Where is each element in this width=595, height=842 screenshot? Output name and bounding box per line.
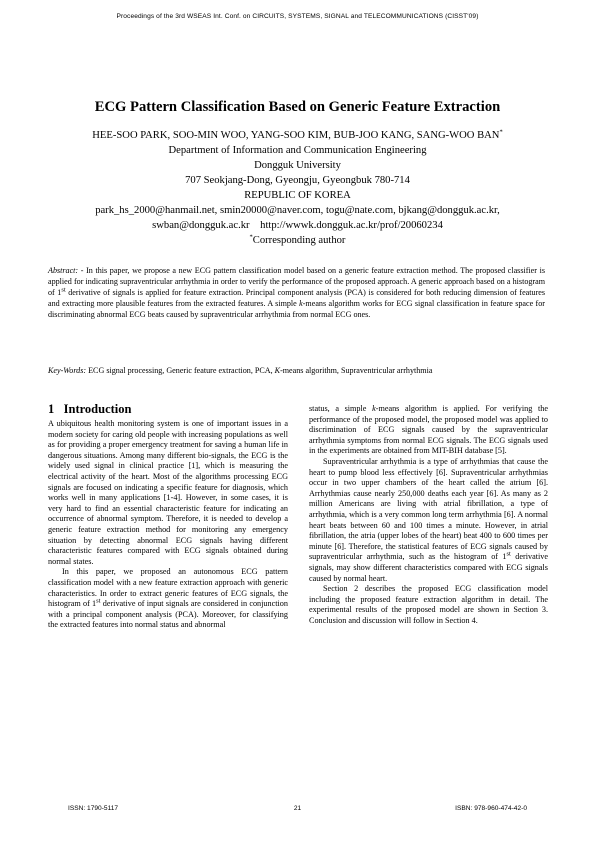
author-block: [0, 128, 595, 248]
intro-p2c-text-a: status, a simple: [309, 404, 373, 413]
corresponding-mark: *: [499, 128, 503, 136]
department: Department of Information and Communication Engineering: [168, 145, 427, 156]
author-names: [0, 128, 595, 143]
keywords: [48, 366, 545, 377]
keywords-text-2: -means algorithm, Supraventricular arrhythmia: [280, 366, 433, 375]
abstract-label: Abstract:: [48, 266, 79, 275]
corresponding-note-mark: *: [249, 233, 253, 241]
intro-paragraph-3: [309, 457, 548, 584]
intro-p2c-text-b: -means algorithm is applied. For verifying the performance of the proposed model, the proposed model was applied to discrimination of ECG signals caused by the supraventricular arrhythmia symptoms from normal ECG signals. The ECG signals used in the experiments are obtained from MIT-BIH database [5].: [309, 404, 548, 456]
paper-title: ECG Pattern Classification Based on Generic Feature Extraction: [94, 99, 501, 115]
abstract-sup: st: [61, 286, 66, 294]
intro-paragraph-4: Section 2 describes the proposed ECG classification model including the proposed feature extraction algorithm in detail. The experimental results of the proposed model are shown in Section 3. Conclusion and discussion will follow in Section 4.: [309, 584, 548, 625]
right-column: [309, 404, 548, 626]
footer-issn: ISSN: 1790-5117: [68, 805, 119, 812]
address: 707 Seokjang-Dong, Gyeongju, Gyeongbuk 780-714: [185, 175, 410, 186]
emails-line-1: park_hs_2000@hanmail.net, smin20000@naver.com, togu@nate.com, bjkang@dongguk.ac.kr,: [95, 205, 500, 216]
keywords-k: K: [274, 366, 281, 375]
corresponding-note-text: Corresponding author: [252, 235, 346, 246]
intro-p3-text-a: Supraventricular arrhythmia is a type of arrhythmias that cause the heart to pump blood less effectively [6]. Supraventricular arrhythmias occur in two upper chambers of the heart called the atrium [6]. Arrhythmias cause nearly 250,000 deaths each year [6]. As many as 2 million Americans are living with atrial fibrillation, a type of arrhythmia, which is a very common long term arrhythmia [6]. A normal heart beats between 60 and 100 times a minute. However, in atrial fibrillation, the atria (upper lobes of the heart) beat 400 to 600 times per minute [6]. Therefore, the statistical features of ECG signals caused by supraventricular arrhythmia, such as the histogram of 1: [309, 456, 548, 562]
abstract-text-3: -means algorithm works for ECG signal classification in feature space for discriminating abnormal ECG beats caused by supraventricular arrhythmia from normal ECG ones.: [48, 298, 545, 319]
left-column: [48, 419, 288, 631]
intro-p2-sup: st: [96, 597, 101, 605]
intro-paragraph-2: [48, 567, 288, 631]
intro-p2-text-a: In this paper, we proposed an autonomous ECG pattern classification model with a new feature extraction approach with generic characteristics. In order to extract generic features of ECG signals, the histogram of 1: [48, 567, 288, 609]
abstract-k: k: [299, 298, 303, 308]
running-header: Proceedings of the 3rd WSEAS Int. Conf. on CIRCUITS, SYSTEMS, SIGNAL and TELECOMMUNICATIONS (CISST'09): [116, 13, 479, 20]
author-names-text: HEE-SOO PARK, SOO-MIN WOO, YANG-SOO KIM, BUB-JOO KANG, SANG-WOO BAN: [92, 130, 500, 141]
abstract: [48, 266, 545, 321]
intro-p2c-k: k: [372, 404, 376, 413]
intro-p3-sup: st: [506, 550, 511, 558]
section-heading-introduction: 1 Introduction: [48, 402, 132, 416]
country: REPUBLIC OF KOREA: [244, 190, 351, 201]
intro-paragraph-1: A ubiquitous health monitoring system is one of important issues in a modern society for caring old people with increasing populations as well as for providing a proper emergency treatment for saving a human life in dangerous situations. Among many different bio-signals, the ECG is the widely used signal in clinical practice [1], which is measuring the electrical activity of the heart. Most of the algorithms processing ECG signals are focused on indicating a specific feature for diagnosis, which works well in many applications [1-4]. However, in some cases, it is very hard to find an essential characteristic feature for indicating an occurrence of abnormal symptom. Therefore, it is needed to develop a generic feature extraction method for monitoring any emergency situation by detecting abnormal ECG signals having different characteristic features compared with ECG signals obtained during normal states.: [48, 419, 288, 566]
footer-page-number: 21: [293, 805, 302, 812]
university: Dongguk University: [254, 160, 341, 171]
intro-p2-text-b: derivative of input signals are considered in conjunction with a principal component analysis (PCA). Moreover, for classifying the extracted features into normal status and abnormal: [48, 599, 288, 630]
emails-line-2: swban@dongguk.ac.kr http://wwwk.dongguk.ac.kr/prof/20060234: [152, 220, 443, 231]
intro-paragraph-2-cont: [309, 404, 548, 457]
keywords-label: Key-Words:: [48, 366, 87, 375]
keywords-text-1: ECG signal processing, Generic feature extraction, PCA,: [86, 366, 275, 375]
abstract-text-2: derivative of signals is applied for feature extraction. Principal component analysis (PCA) is considered for both reducing dimension of features and extracting more plausible features from the extracted features. A simple: [48, 287, 546, 308]
footer-isbn: ISBN: 978-960-474-42-0: [455, 805, 527, 812]
abstract-text-1: - In this paper, we propose a new ECG pattern classification model based on a generic feature extraction method. The proposed classifier is applied for indicating supraventricular arrhythmia in order to verify the performance of the proposed approach. A generic approach based on a histogram of 1: [48, 266, 545, 297]
corresponding-note: [0, 233, 595, 248]
intro-p3-text-b: derivative signals, may show different characteristics compared with ECG signals caused by normal heart.: [309, 552, 549, 583]
